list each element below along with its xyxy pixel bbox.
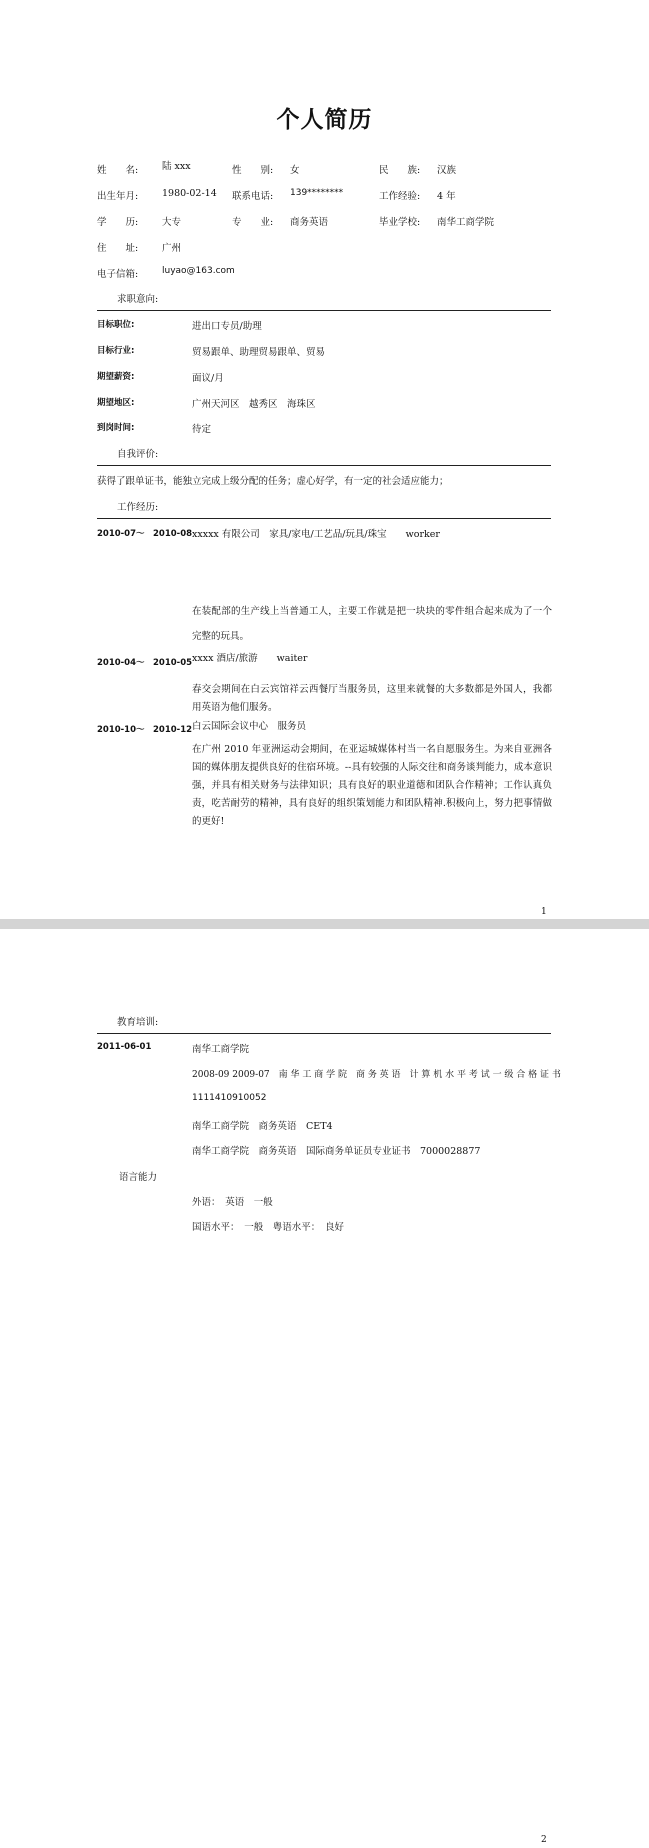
name-value: 陆 xxx: [162, 161, 191, 172]
address-label: 住 址:: [97, 243, 139, 254]
education-level-label: 学 历:: [97, 217, 139, 228]
intent-label-position: 目标职位:: [97, 320, 135, 330]
job-description: 春交会期间在白云宾馆祥云西餐厅当服务员，这里来就餐的大多数都是外国人，我都用英语为他们服务。: [192, 684, 552, 713]
school-value: 南华工商学院: [437, 217, 495, 228]
intent-value-region: 广州天河区 越秀区 海珠区: [192, 399, 316, 410]
language-line-1: 外语： 英语 一般: [192, 1197, 273, 1208]
work-heading: 工作经历:: [117, 502, 159, 513]
ethnicity-value: 汉族: [437, 165, 457, 176]
self-eval-heading: 自我评价:: [117, 449, 159, 460]
school-label: 毕业学校:: [379, 217, 421, 228]
language-line-2: 国语水平： 一般 粤语水平： 良好: [192, 1222, 345, 1233]
education-level-value: 大专: [162, 217, 182, 228]
education-date: 2011-06-01: [97, 1042, 152, 1052]
intent-value-salary: 面议/月: [192, 373, 224, 384]
intent-label-salary: 期望薪资:: [97, 372, 135, 382]
email-value: luyao@163.com: [162, 266, 235, 276]
self-eval-text: 获得了跟单证书，能独立完成上级分配的任务；虚心好学，有一定的社会适应能力；: [97, 476, 449, 487]
education-line-1: 2008-09 2009-07 南 华 工 商 学 院 商 务 英 语 计 算 机 水 平 考 试 一 级 合 格 证 书: [192, 1070, 561, 1080]
page-number: 2: [541, 1835, 547, 1845]
education-line-2: 南华工商学院 商务英语 CET4: [192, 1121, 333, 1132]
page-separator: [0, 919, 649, 929]
birth-label: 出生年月:: [97, 191, 139, 202]
intent-label-region: 期望地区:: [97, 398, 135, 408]
intent-value-position: 进出口专员/助理: [192, 321, 262, 332]
job-header: xxxxx 有限公司 家具/家电/工艺品/玩具/珠宝 worker: [192, 529, 440, 540]
gender-label: 性 别:: [232, 165, 274, 176]
education-rule: [97, 1033, 551, 1034]
intent-label-start: 到岗时间:: [97, 423, 135, 433]
email-label: 电子信箱:: [97, 269, 139, 280]
resume-title: 个人简历: [276, 106, 373, 133]
experience-label: 工作经验:: [379, 191, 421, 202]
phone-value: 139********: [290, 188, 344, 198]
phone-label: 联系电话:: [232, 191, 274, 202]
education-school: 南华工商学院: [192, 1044, 250, 1055]
job-header: 白云国际会议中心 服务员: [192, 721, 307, 732]
job-description: 在装配部的生产线上当普通工人，主要工作就是把一块块的零件组合起来成为了一个完整的玩具。: [192, 606, 552, 642]
job-period: 2010-10～ 2010-12: [97, 725, 193, 735]
birth-value: 1980-02-14: [162, 188, 217, 199]
page-2: [0, 929, 649, 1848]
job-header: xxxx 酒店/旅游 waiter: [192, 653, 308, 664]
experience-value: 4 年: [437, 191, 456, 202]
intent-label-industry: 目标行业:: [97, 346, 135, 356]
gender-value: 女: [290, 165, 300, 176]
intent-rule: [97, 310, 551, 311]
job-period: 2010-07～ 2010-08: [97, 529, 193, 539]
self-eval-rule: [97, 465, 551, 466]
job-period: 2010-04～ 2010-05: [97, 658, 193, 668]
page-1: [0, 0, 649, 919]
ethnicity-label: 民 族:: [379, 165, 421, 176]
education-line-3: 南华工商学院 商务英语 国际商务单证员专业证书 7000028877: [192, 1146, 481, 1157]
major-label: 专 业:: [232, 217, 274, 228]
work-rule: [97, 518, 551, 519]
education-heading: 教育培训:: [117, 1017, 159, 1028]
address-value: 广州: [162, 243, 182, 254]
education-line-1b: 1111410910052: [192, 1093, 267, 1103]
intent-value-start: 待定: [192, 424, 212, 435]
page-number: 1: [541, 907, 547, 917]
intent-heading: 求职意向:: [117, 294, 159, 305]
language-heading: 语言能力: [119, 1172, 158, 1183]
job-description: 在广州 2010 年亚洲运动会期间，在亚运城媒体村当一名自愿服务生。为来自亚洲各国的媒体朋友提供良好的住宿环境。--具有较强的人际交往和商务谈判能力，成本意识强，并具有相关财务与法律知识；具有良好的职业道德和团队合作精神；工作认真负责，吃苦耐劳的精神，具有良好的组织策划能力和团队精神.积极向上，努力把事情做的更好!: [192, 744, 552, 827]
name-label: 姓 名:: [97, 165, 139, 176]
intent-value-industry: 贸易跟单、助理贸易跟单、贸易: [192, 347, 326, 358]
major-value: 商务英语: [290, 217, 329, 228]
